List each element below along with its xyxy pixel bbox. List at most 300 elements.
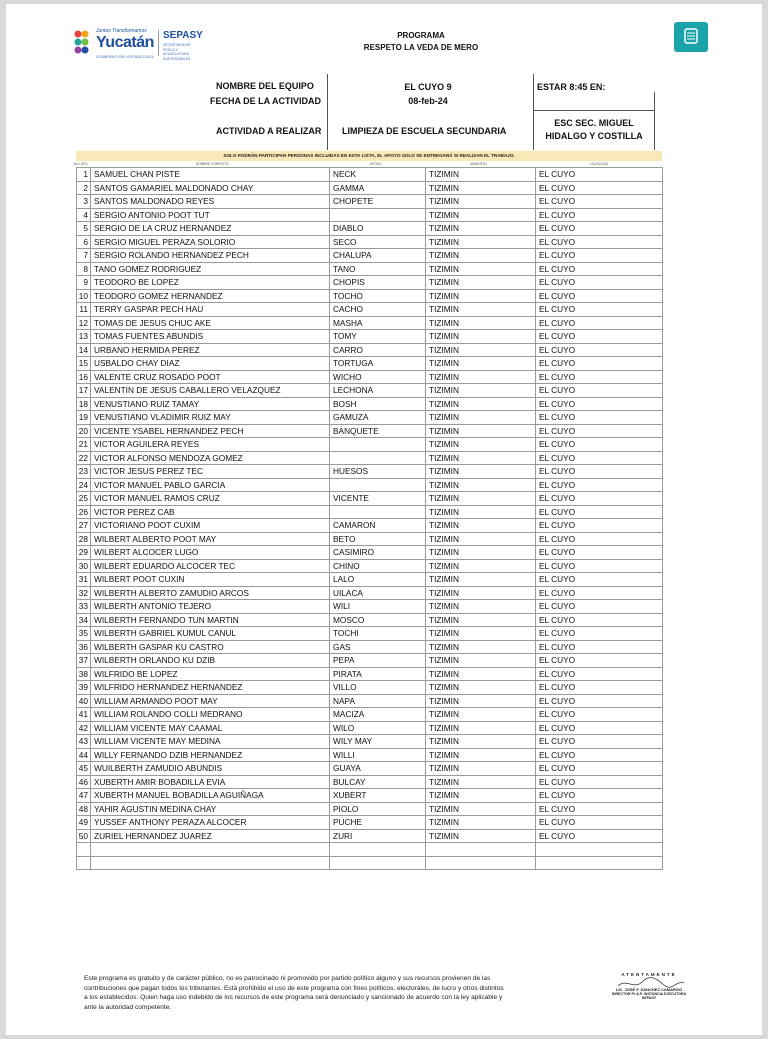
- full-name: [91, 856, 330, 870]
- full-name: VICTOR ALFONSO MENDOZA GOMEZ: [91, 451, 330, 465]
- table-row: [77, 249, 663, 263]
- shield-icon: [674, 22, 708, 52]
- nickname: TOCHO: [330, 289, 426, 303]
- col-header-nick: APODO: [370, 162, 382, 166]
- table-row: [77, 654, 663, 668]
- row-number: 19: [77, 411, 91, 425]
- participation-notice: SOLO PODRÁN PARTICIPAR PERSONAS INCLUIDAS EN ESTA LISTA, EL APOYO SOLO SE ENTREGARÁ SI REALIZAN EL TRABAJO.: [76, 151, 662, 161]
- nickname: CHINO: [330, 559, 426, 573]
- municipio: TIZIMIN: [426, 613, 536, 627]
- nickname: [330, 478, 426, 492]
- municipio: TIZIMIN: [426, 235, 536, 249]
- participant-table-body: [77, 168, 663, 870]
- signatory-name: LIC. JOSÉ F. SÁNCHEZ CAMARGO: [615, 987, 683, 992]
- full-name: WILBERTH FERNANDO TUN MARTIN: [91, 613, 330, 627]
- nickname: LALO: [330, 573, 426, 587]
- full-name: XUBERTH MANUEL BOBADILLA AGUIÑAGA: [91, 789, 330, 803]
- municipio: [426, 843, 536, 857]
- row-number: 27: [77, 519, 91, 533]
- municipio: TIZIMIN: [426, 357, 536, 371]
- table-row: [77, 748, 663, 762]
- localidad: EL CUYO: [536, 424, 663, 438]
- table-row: [77, 586, 663, 600]
- nickname: GAMUZA: [330, 411, 426, 425]
- row-number: 7: [77, 249, 91, 263]
- full-name: VICTORIANO POOT CUXIM: [91, 519, 330, 533]
- row-number: 22: [77, 451, 91, 465]
- nickname: TANO: [330, 262, 426, 276]
- row-number: 18: [77, 397, 91, 411]
- full-name: TANO GOMEZ RODRIGUEZ: [91, 262, 330, 276]
- row-number: 2: [77, 181, 91, 195]
- full-name: VICTOR MANUEL PABLO GARCIA: [91, 478, 330, 492]
- row-number: 50: [77, 829, 91, 843]
- municipio: TIZIMIN: [426, 505, 536, 519]
- localidad: EL CUYO: [536, 681, 663, 695]
- table-row: [77, 397, 663, 411]
- localidad: EL CUYO: [536, 316, 663, 330]
- row-number: 9: [77, 276, 91, 290]
- localidad: EL CUYO: [536, 802, 663, 816]
- program-header: [306, 30, 536, 54]
- full-name: VICTOR JESUS PEREZ TEC: [91, 465, 330, 479]
- table-row: [77, 559, 663, 573]
- time-label: ESTAR 8:45 EN:: [537, 82, 606, 92]
- municipio: TIZIMIN: [426, 181, 536, 195]
- full-name: XUBERTH AMIR BOBADILLA EVIA: [91, 775, 330, 789]
- nickname: WILO: [330, 721, 426, 735]
- municipio: TIZIMIN: [426, 303, 536, 317]
- row-number: 40: [77, 694, 91, 708]
- municipio: TIZIMIN: [426, 708, 536, 722]
- row-number: [77, 856, 91, 870]
- localidad: EL CUYO: [536, 208, 663, 222]
- full-name: VICTOR AGUILERA REYES: [91, 438, 330, 452]
- logo-divider: [158, 30, 159, 56]
- table-row: [77, 370, 663, 384]
- full-name: VICENTE YSABEL HERNANDEZ PECH: [91, 424, 330, 438]
- date-label: FECHA DE LA ACTIVIDAD: [210, 96, 321, 106]
- localidad: EL CUYO: [536, 357, 663, 371]
- row-number: 43: [77, 735, 91, 749]
- full-name: WILBERTH ANTONIO TEJERO: [91, 600, 330, 614]
- localidad: EL CUYO: [536, 249, 663, 263]
- row-number: 12: [77, 316, 91, 330]
- localidad: EL CUYO: [536, 465, 663, 479]
- nickname: WILLI: [330, 748, 426, 762]
- row-number: 16: [77, 370, 91, 384]
- full-name: WILBERTH GASPAR KU CASTRO: [91, 640, 330, 654]
- localidad: EL CUYO: [536, 370, 663, 384]
- table-row: [77, 492, 663, 506]
- nickname: PUCHE: [330, 816, 426, 830]
- nickname: CACHO: [330, 303, 426, 317]
- nickname: CASIMIRO: [330, 546, 426, 560]
- col-header-municipio: MUNICIPIO: [470, 162, 487, 166]
- table-row: [77, 235, 663, 249]
- municipio: [426, 856, 536, 870]
- localidad: EL CUYO: [536, 640, 663, 654]
- full-name: YUSSEF ANTHONY PERAZA ALCOCER: [91, 816, 330, 830]
- full-name: URBANO HERMIDA PEREZ: [91, 343, 330, 357]
- logo-sepasy-subtitle: SECRETARÍA DE PESCA Y ACUACULTURA SUSTENTABLES: [163, 43, 191, 61]
- localidad: EL CUYO: [536, 816, 663, 830]
- place-line-2: HIDALGO Y COSTILLA: [545, 131, 643, 141]
- table-row: [77, 600, 663, 614]
- localidad: EL CUYO: [536, 303, 663, 317]
- document-page: [6, 4, 762, 1035]
- row-number: 41: [77, 708, 91, 722]
- col-header-name: NOMBRE COMPLETO: [196, 162, 229, 166]
- localidad: EL CUYO: [536, 573, 663, 587]
- row-number: 35: [77, 627, 91, 641]
- logo-yucatan: Yucatán: [96, 34, 154, 51]
- localidad: EL CUYO: [536, 789, 663, 803]
- nickname: PEPA: [330, 654, 426, 668]
- table-row: [77, 478, 663, 492]
- localidad: EL CUYO: [536, 559, 663, 573]
- full-name: SAMUEL CHAN PISTE: [91, 168, 330, 182]
- full-name: VALENTIN DE JESUS CABALLERO VELAZQUEZ: [91, 384, 330, 398]
- col-header-num: No.LISTA: [74, 162, 88, 166]
- full-name: SERGIO DE LA CRUZ HERNANDEZ: [91, 222, 330, 236]
- municipio: TIZIMIN: [426, 262, 536, 276]
- nickname: [330, 505, 426, 519]
- localidad: EL CUYO: [536, 195, 663, 209]
- program-name: RESPETO LA VEDA DE MERO: [363, 43, 479, 52]
- nickname: VILLO: [330, 681, 426, 695]
- municipio: TIZIMIN: [426, 195, 536, 209]
- localidad: EL CUYO: [536, 627, 663, 641]
- row-number: 26: [77, 505, 91, 519]
- info-divider: [533, 110, 655, 111]
- nickname: DIABLO: [330, 222, 426, 236]
- nickname: ZURI: [330, 829, 426, 843]
- nickname: BULCAY: [330, 775, 426, 789]
- nickname: GAS: [330, 640, 426, 654]
- table-row: [77, 289, 663, 303]
- full-name: WILBERTH ORLANDO KU DZIB: [91, 654, 330, 668]
- signature-block: [594, 972, 704, 1000]
- localidad: EL CUYO: [536, 438, 663, 452]
- col-header-localidad: LOCALIDAD: [590, 162, 609, 166]
- table-row: [77, 681, 663, 695]
- municipio: TIZIMIN: [426, 559, 536, 573]
- full-name: WUILBERTH ZAMUDIO ABUNDIS: [91, 762, 330, 776]
- municipio: TIZIMIN: [426, 681, 536, 695]
- program-label: PROGRAMA: [397, 31, 445, 40]
- row-number: 32: [77, 586, 91, 600]
- municipio: TIZIMIN: [426, 789, 536, 803]
- table-row: [77, 721, 663, 735]
- row-number: 31: [77, 573, 91, 587]
- localidad: EL CUYO: [536, 492, 663, 506]
- legal-disclaimer: Este programa es gratuito y de carácter público, no es patrocinado ni promovido por partido político alguno y sus recursos provienen de las contribuciones que pagan todos los tributantes. Está prohibido el uso de este programa con fines políticos, electorales, de lucro y otros distintos a los establecidos. Quien haga uso indebido de los recursos de este programa será denunciado y sancionado de acuerdo con la ley aplicable y ante la autoridad competente.: [84, 975, 504, 1011]
- localidad: [536, 843, 663, 857]
- nickname: WILY MAY: [330, 735, 426, 749]
- row-number: 46: [77, 775, 91, 789]
- nickname: CAMARON: [330, 519, 426, 533]
- row-number: 33: [77, 600, 91, 614]
- row-number: 29: [77, 546, 91, 560]
- signatory-org: SEPASY: [641, 996, 657, 1000]
- signature-heading: ATENTAMENTE: [621, 972, 677, 977]
- row-number: 10: [77, 289, 91, 303]
- localidad: EL CUYO: [536, 667, 663, 681]
- localidad: EL CUYO: [536, 748, 663, 762]
- nickname: PIRATA: [330, 667, 426, 681]
- nickname: TORTUGA: [330, 357, 426, 371]
- localidad: EL CUYO: [536, 235, 663, 249]
- nickname: SECO: [330, 235, 426, 249]
- municipio: TIZIMIN: [426, 816, 536, 830]
- signatory-title: DIRECTOR P.I.A.P. INSTANCIA EJECUTORA: [611, 992, 687, 996]
- table-row: [77, 694, 663, 708]
- localidad: EL CUYO: [536, 411, 663, 425]
- logo-subtitle: GOBIERNO DEL ESTADO 2024: [96, 54, 154, 59]
- full-name: WILBERT ALBERTO POOT MAY: [91, 532, 330, 546]
- municipio: TIZIMIN: [426, 411, 536, 425]
- row-number: 23: [77, 465, 91, 479]
- table-row: [77, 168, 663, 182]
- localidad: EL CUYO: [536, 343, 663, 357]
- localidad: EL CUYO: [536, 694, 663, 708]
- localidad: EL CUYO: [536, 262, 663, 276]
- row-number: 30: [77, 559, 91, 573]
- localidad: EL CUYO: [536, 519, 663, 533]
- full-name: VICTOR MANUEL RAMOS CRUZ: [91, 492, 330, 506]
- municipio: TIZIMIN: [426, 370, 536, 384]
- nickname: GAMMA: [330, 181, 426, 195]
- localidad: EL CUYO: [536, 735, 663, 749]
- table-row: [77, 181, 663, 195]
- row-number: 24: [77, 478, 91, 492]
- municipio: TIZIMIN: [426, 276, 536, 290]
- full-name: WILFRIDO HERNANDEZ HERNANDEZ: [91, 681, 330, 695]
- row-number: 6: [77, 235, 91, 249]
- municipio: TIZIMIN: [426, 438, 536, 452]
- localidad: EL CUYO: [536, 276, 663, 290]
- full-name: TOMAS DE JESUS CHUC AKE: [91, 316, 330, 330]
- nickname: GUAYA: [330, 762, 426, 776]
- localidad: EL CUYO: [536, 654, 663, 668]
- full-name: WILBERTH GABRIEL KUMUL CANUL: [91, 627, 330, 641]
- full-name: [91, 843, 330, 857]
- table-row: [77, 735, 663, 749]
- nickname: XUBERT: [330, 789, 426, 803]
- municipio: TIZIMIN: [426, 735, 536, 749]
- row-number: 17: [77, 384, 91, 398]
- municipio: TIZIMIN: [426, 748, 536, 762]
- localidad: EL CUYO: [536, 384, 663, 398]
- full-name: SERGIO MIGUEL PERAZA SOLORIO: [91, 235, 330, 249]
- row-number: 28: [77, 532, 91, 546]
- table-row: [77, 829, 663, 843]
- nickname: CHALUPA: [330, 249, 426, 263]
- localidad: EL CUYO: [536, 222, 663, 236]
- place-line-1: ESC SEC. MIGUEL: [554, 118, 634, 128]
- municipio: TIZIMIN: [426, 829, 536, 843]
- table-row: [77, 195, 663, 209]
- localidad: EL CUYO: [536, 181, 663, 195]
- nickname: CHOPETE: [330, 195, 426, 209]
- nickname: HUESOS: [330, 465, 426, 479]
- municipio: TIZIMIN: [426, 208, 536, 222]
- row-number: 21: [77, 438, 91, 452]
- table-row: [77, 613, 663, 627]
- municipio: TIZIMIN: [426, 802, 536, 816]
- full-name: SERGIO ANTONIO POOT TUT: [91, 208, 330, 222]
- nickname: BOSH: [330, 397, 426, 411]
- municipio: TIZIMIN: [426, 640, 536, 654]
- localidad: EL CUYO: [536, 505, 663, 519]
- table-row: [77, 519, 663, 533]
- municipio: TIZIMIN: [426, 654, 536, 668]
- nickname: WILI: [330, 600, 426, 614]
- full-name: SERGIO ROLANDO HERNANDEZ PECH: [91, 249, 330, 263]
- table-row: [77, 424, 663, 438]
- row-number: 3: [77, 195, 91, 209]
- yucatan-sepasy-logo: [72, 26, 203, 66]
- nickname: PIOLO: [330, 802, 426, 816]
- meeting-place: [534, 117, 654, 143]
- full-name: TOMAS FUENTES ABUNDIS: [91, 330, 330, 344]
- nickname: TOMY: [330, 330, 426, 344]
- app-badge-icon: [674, 22, 708, 52]
- municipio: TIZIMIN: [426, 627, 536, 641]
- nickname: LECHONA: [330, 384, 426, 398]
- participant-table: [76, 167, 663, 870]
- full-name: USBALDO CHAY DIAZ: [91, 357, 330, 371]
- row-number: 8: [77, 262, 91, 276]
- localidad: EL CUYO: [536, 532, 663, 546]
- row-number: 4: [77, 208, 91, 222]
- full-name: TERRY GASPAR PECH HAU: [91, 303, 330, 317]
- row-number: 15: [77, 357, 91, 371]
- table-row: [77, 438, 663, 452]
- municipio: TIZIMIN: [426, 546, 536, 560]
- localidad: EL CUYO: [536, 478, 663, 492]
- municipio: TIZIMIN: [426, 573, 536, 587]
- municipio: TIZIMIN: [426, 721, 536, 735]
- full-name: TEODORO BE LOPEZ: [91, 276, 330, 290]
- full-name: VENUSTIANO RUIZ TAMAY: [91, 397, 330, 411]
- localidad: EL CUYO: [536, 289, 663, 303]
- nickname: UILACA: [330, 586, 426, 600]
- row-number: 47: [77, 789, 91, 803]
- localidad: EL CUYO: [536, 721, 663, 735]
- localidad: [536, 856, 663, 870]
- localidad: EL CUYO: [536, 397, 663, 411]
- localidad: EL CUYO: [536, 586, 663, 600]
- table-row: [77, 343, 663, 357]
- nickname: CHOPIS: [330, 276, 426, 290]
- localidad: EL CUYO: [536, 546, 663, 560]
- full-name: WILLIAM VICENTE MAY CAAMAL: [91, 721, 330, 735]
- row-number: 45: [77, 762, 91, 776]
- municipio: TIZIMIN: [426, 586, 536, 600]
- municipio: TIZIMIN: [426, 222, 536, 236]
- nickname: MASHA: [330, 316, 426, 330]
- municipio: TIZIMIN: [426, 600, 536, 614]
- row-number: 1: [77, 168, 91, 182]
- table-row: [77, 276, 663, 290]
- table-row: [77, 573, 663, 587]
- table-row: [77, 303, 663, 317]
- table-row: [77, 357, 663, 371]
- nickname: [330, 843, 426, 857]
- yucatan-emblem-icon: [72, 28, 92, 60]
- table-row: [77, 316, 663, 330]
- table-row: [77, 384, 663, 398]
- info-divider: [654, 92, 655, 150]
- municipio: TIZIMIN: [426, 384, 536, 398]
- table-row: [77, 411, 663, 425]
- table-row: [77, 451, 663, 465]
- municipio: TIZIMIN: [426, 694, 536, 708]
- table-row: [77, 208, 663, 222]
- table-row: [77, 262, 663, 276]
- table-row: [77, 546, 663, 560]
- municipio: TIZIMIN: [426, 343, 536, 357]
- municipio: TIZIMIN: [426, 397, 536, 411]
- row-number: 44: [77, 748, 91, 762]
- municipio: TIZIMIN: [426, 316, 536, 330]
- full-name: WILBERT EDUARDO ALCOCER TEC: [91, 559, 330, 573]
- full-name: VICTOR PEREZ CAB: [91, 505, 330, 519]
- row-number: 48: [77, 802, 91, 816]
- row-number: [77, 843, 91, 857]
- municipio: TIZIMIN: [426, 249, 536, 263]
- nickname: NAPA: [330, 694, 426, 708]
- localidad: EL CUYO: [536, 330, 663, 344]
- table-row: [77, 856, 663, 870]
- municipio: TIZIMIN: [426, 492, 536, 506]
- full-name: TEODORO GOMEZ HERNANDEZ: [91, 289, 330, 303]
- table-row: [77, 465, 663, 479]
- row-number: 13: [77, 330, 91, 344]
- team-value: EL CUYO 9: [404, 82, 452, 92]
- full-name: WILFRIDO BE LOPEZ: [91, 667, 330, 681]
- table-row: [77, 816, 663, 830]
- table-row: [77, 789, 663, 803]
- row-number: 49: [77, 816, 91, 830]
- localidad: EL CUYO: [536, 168, 663, 182]
- full-name: WILLY FERNANDO DZIB HERNANDEZ: [91, 748, 330, 762]
- municipio: TIZIMIN: [426, 330, 536, 344]
- row-number: 20: [77, 424, 91, 438]
- full-name: WILLIAM ARMANDO POOT MAY: [91, 694, 330, 708]
- nickname: [330, 856, 426, 870]
- row-number: 11: [77, 303, 91, 317]
- localidad: EL CUYO: [536, 600, 663, 614]
- row-number: 34: [77, 613, 91, 627]
- full-name: WILLIAM ROLANDO COLLI MEDRANO: [91, 708, 330, 722]
- row-number: 42: [77, 721, 91, 735]
- team-label: NOMBRE DEL EQUIPO: [216, 81, 314, 91]
- activity-label: ACTIVIDAD A REALIZAR: [216, 126, 322, 136]
- municipio: TIZIMIN: [426, 465, 536, 479]
- full-name: WILLIAM VICENTE MAY MEDINA: [91, 735, 330, 749]
- full-name: SANTOS MALDONADO REYES: [91, 195, 330, 209]
- nickname: BETO: [330, 532, 426, 546]
- row-number: 39: [77, 681, 91, 695]
- localidad: EL CUYO: [536, 762, 663, 776]
- row-number: 37: [77, 654, 91, 668]
- municipio: TIZIMIN: [426, 424, 536, 438]
- table-row: [77, 775, 663, 789]
- municipio: TIZIMIN: [426, 519, 536, 533]
